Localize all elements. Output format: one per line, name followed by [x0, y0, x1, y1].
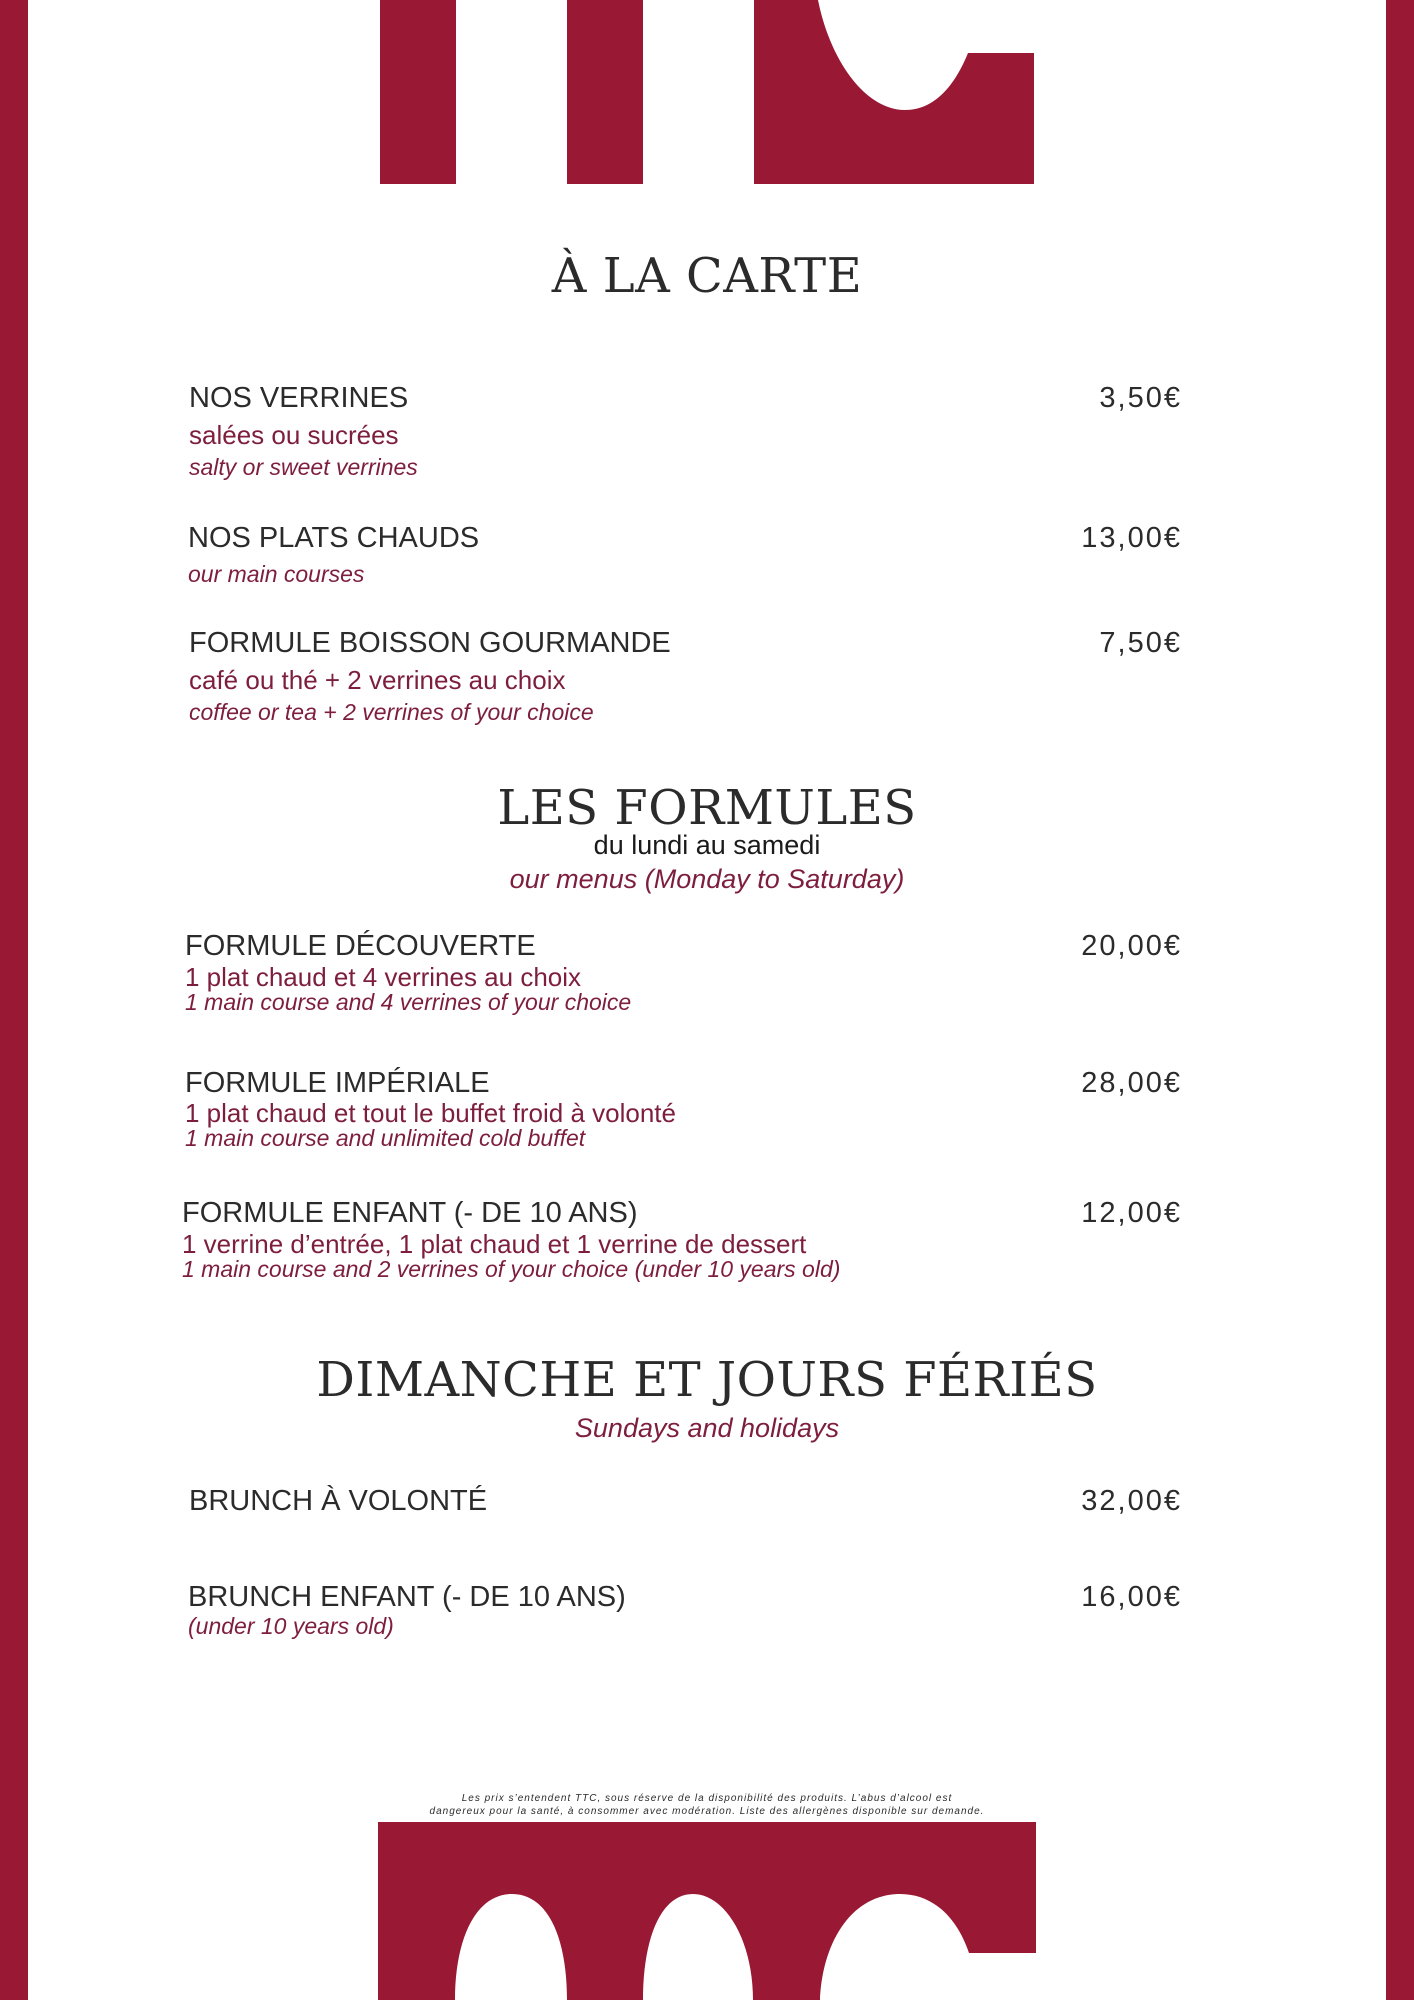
item-price: 7,50€ [1099, 627, 1182, 659]
item-name: FORMULE DÉCOUVERTE [185, 930, 536, 962]
item-price: 28,00€ [1081, 1067, 1182, 1099]
menu-item-formule-decouverte [0, 930, 1414, 1030]
item-description-en: 1 main course and 4 verrines of your choice [185, 989, 632, 1015]
brand-logo-mc-top-icon [0, 0, 1414, 184]
item-price: 32,00€ [1081, 1485, 1182, 1517]
item-name: FORMULE BOISSON GOURMANDE [189, 627, 671, 659]
item-description-en: salty or sweet verrines [189, 454, 418, 480]
menu-item-brunch-enfant [0, 1581, 1414, 1681]
item-description-fr: 1 plat chaud et tout le buffet froid à volonté [185, 1098, 676, 1128]
formules-subtitle-en: our menus (Monday to Saturday) [509, 864, 905, 894]
item-description-en: 1 main course and 2 verrines of your choice (under 10 years old) [182, 1256, 841, 1282]
item-price: 13,00€ [1081, 522, 1182, 554]
item-name: FORMULE IMPÉRIALE [185, 1067, 490, 1099]
menu-item-verrines [0, 382, 1414, 482]
item-price: 3,50€ [1099, 382, 1182, 414]
item-description-fr: 1 plat chaud et 4 verrines au choix [185, 962, 582, 992]
legal-note-line-1: Les prix s’entendent TTC, sous réserve de la disponibilité des produits. L’abus d’alcool est [461, 1793, 953, 1804]
legal-note [0, 1792, 1414, 1818]
formules-title: LES FORMULES [497, 780, 917, 836]
item-price: 16,00€ [1081, 1581, 1182, 1613]
item-price: 20,00€ [1081, 930, 1182, 962]
brand-logo-bottom [0, 1820, 1414, 2000]
item-name: FORMULE ENFANT (- DE 10 ANS) [182, 1197, 638, 1229]
menu-item-brunch [0, 1485, 1414, 1585]
item-description-en: 1 main course and unlimited cold buffet [185, 1125, 586, 1151]
brand-logo-top [0, 0, 1414, 184]
item-name: BRUNCH ENFANT (- DE 10 ANS) [188, 1581, 626, 1613]
item-description-fr: salées ou sucrées [189, 420, 399, 450]
item-description-en: (under 10 years old) [188, 1613, 394, 1639]
item-description-en: our main courses [188, 561, 365, 587]
item-name: BRUNCH À VOLONTÉ [189, 1485, 488, 1517]
menu-item-formule-enfant [0, 1197, 1414, 1297]
item-price: 12,00€ [1081, 1197, 1182, 1229]
item-name: NOS PLATS CHAUDS [188, 522, 480, 554]
menu-item-formule-imperiale [0, 1067, 1414, 1167]
menu-item-formule-boisson [0, 627, 1414, 727]
formules-subtitle-fr: du lundi au samedi [593, 830, 821, 860]
item-description-en: coffee or tea + 2 verrines of your choice [189, 699, 594, 725]
carte-title: À LA CARTE [551, 248, 863, 304]
brand-logo-mc-bottom-icon [0, 1820, 1414, 2000]
item-name: NOS VERRINES [189, 382, 409, 414]
item-description-fr: café ou thé + 2 verrines au choix [189, 665, 566, 695]
dimanche-title: DIMANCHE ET JOURS FÉRIÉS [316, 1352, 1098, 1408]
dimanche-subtitle-en: Sundays and holidays [574, 1413, 840, 1443]
menu-item-plats-chauds [0, 522, 1414, 622]
legal-note-line-2: dangereux pour la santé, à consommer avec modération. Liste des allergènes disponible sur demande. [429, 1806, 985, 1817]
item-description-fr: 1 verrine d’entrée, 1 plat chaud et 1 verrine de dessert [182, 1229, 807, 1259]
